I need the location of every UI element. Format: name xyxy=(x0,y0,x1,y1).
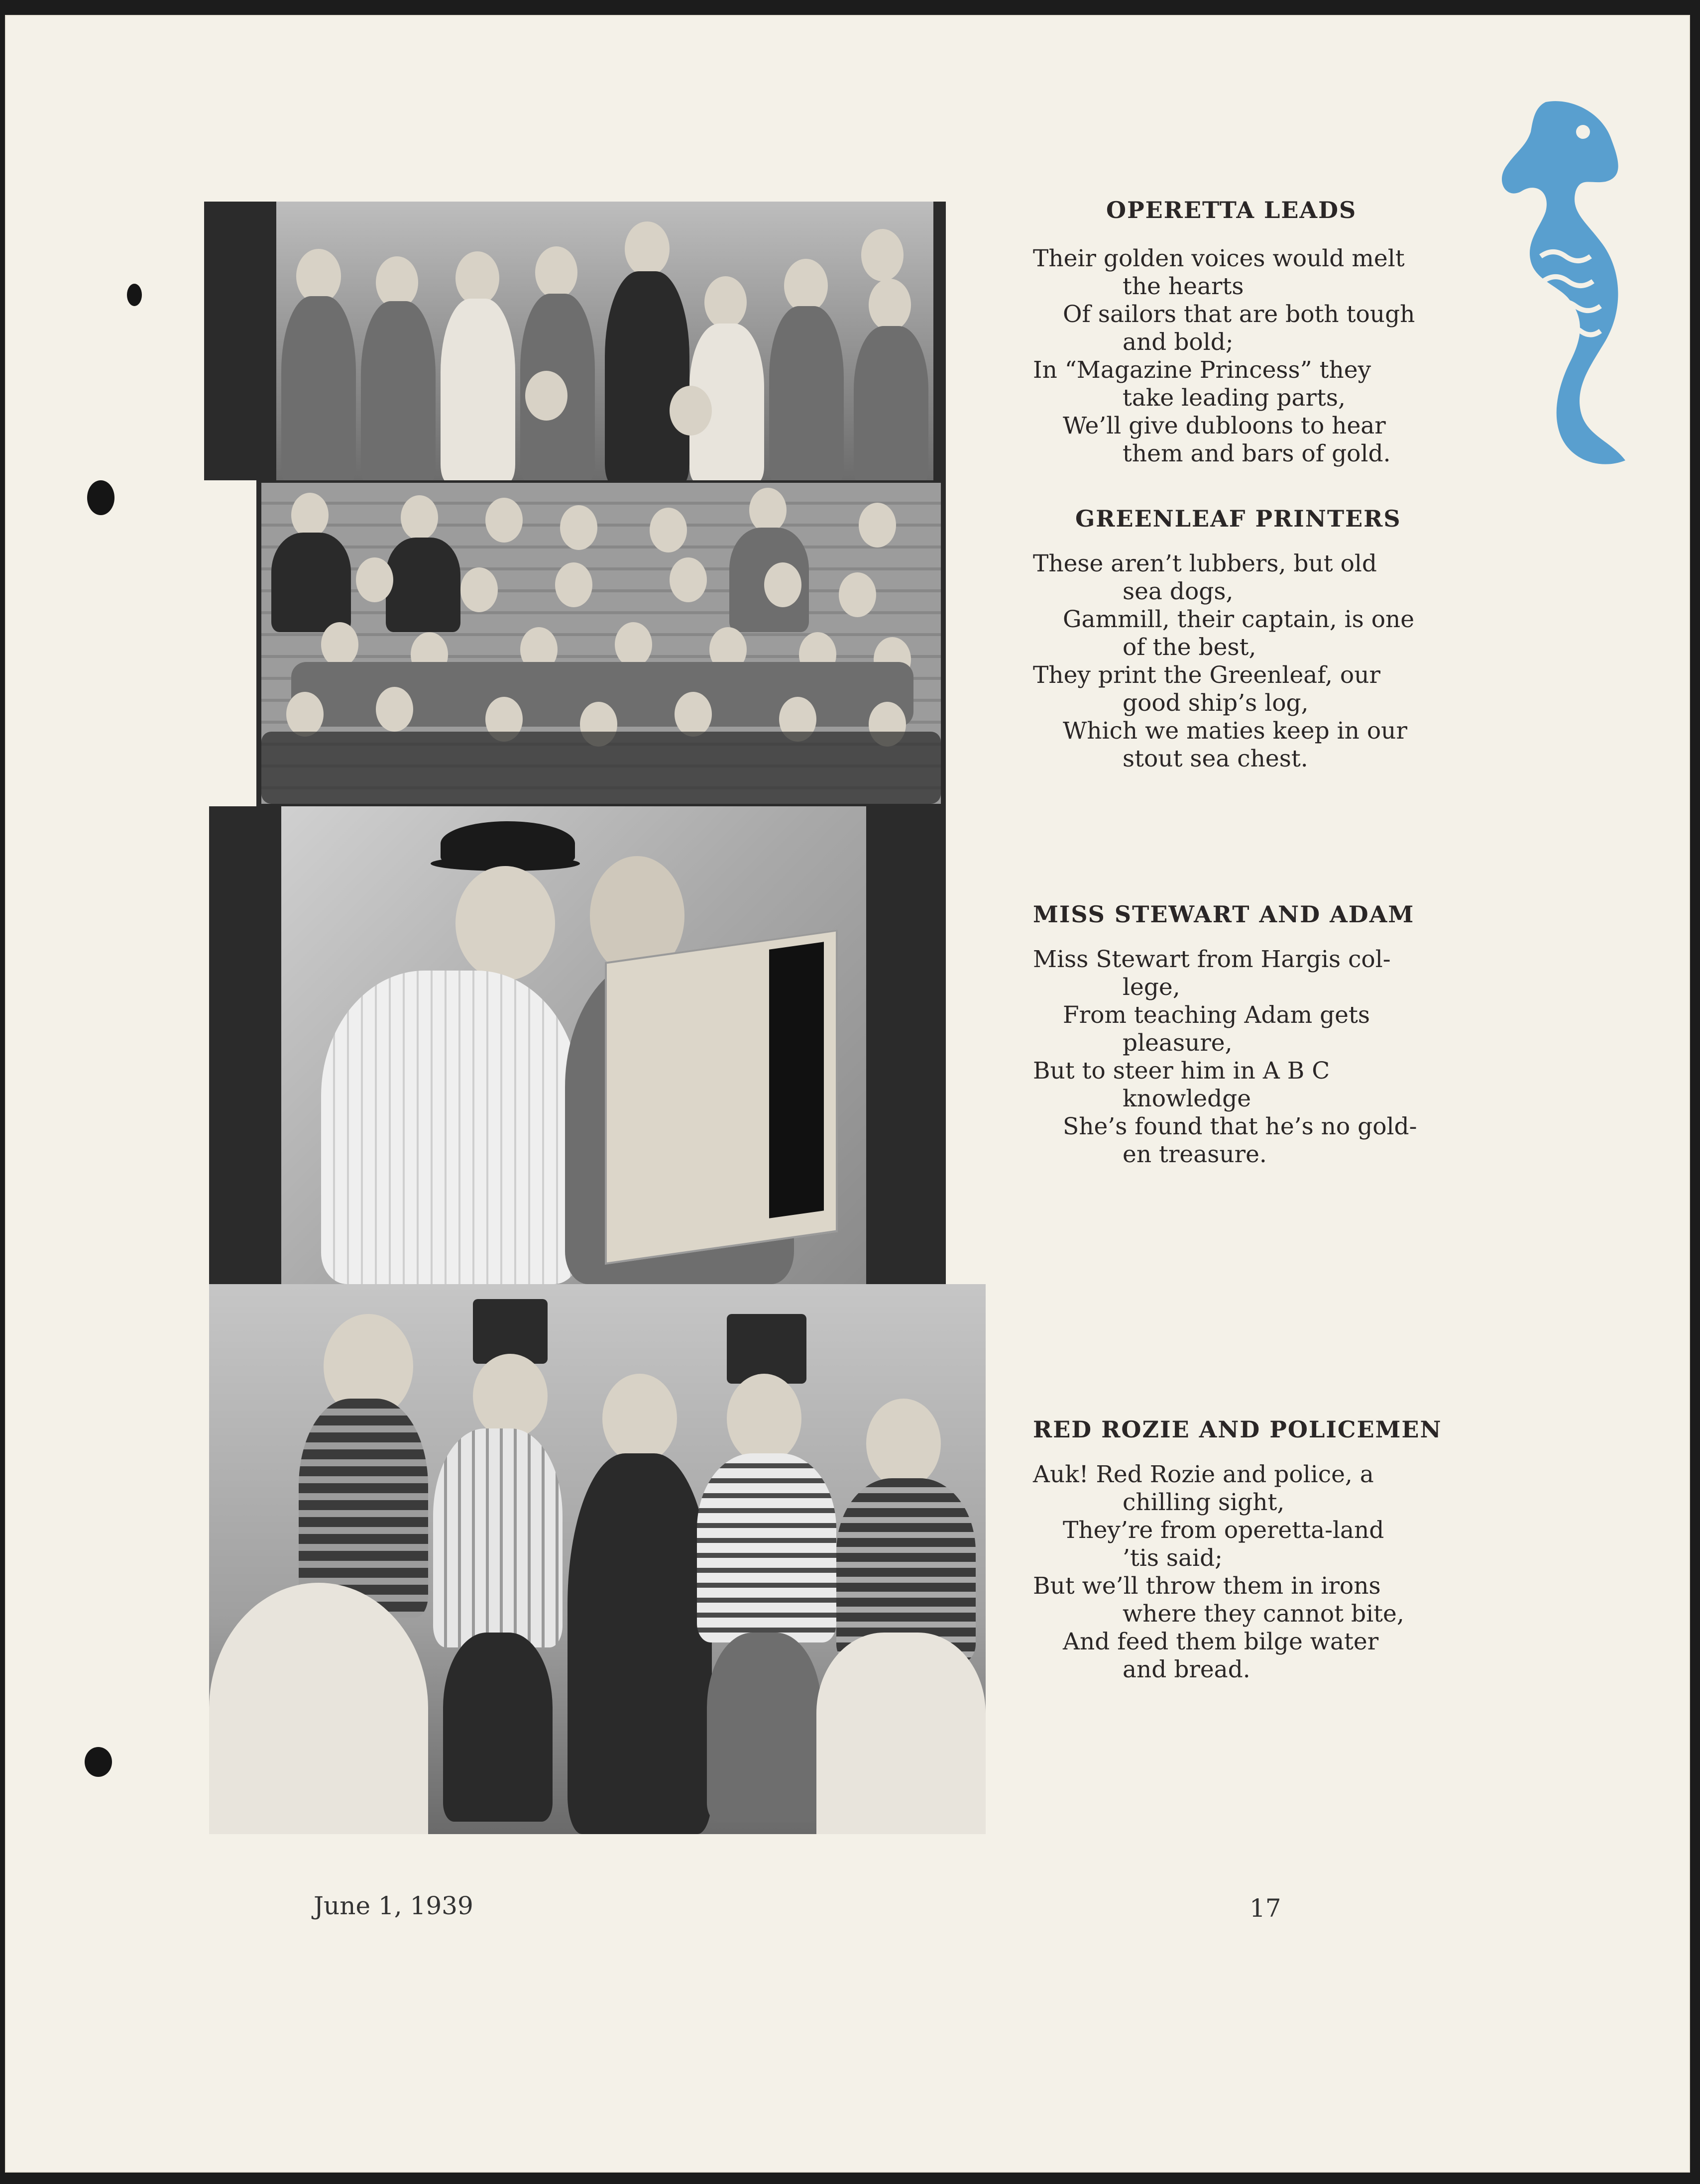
photo-miss-stewart-and-adam-image xyxy=(281,806,866,1284)
verse-line: And feed them bilge water xyxy=(1063,1628,1379,1655)
verse-greenleaf-printers xyxy=(1033,550,1414,773)
photo-operetta-leads xyxy=(204,202,946,480)
heading-red-rozie-and-policemen: RED ROZIE AND POLICEMEN xyxy=(1033,1416,1442,1443)
verse-line: take leading parts, xyxy=(1123,384,1346,412)
verse-line: We’ll give dubloons to hear xyxy=(1063,412,1386,439)
verse-line: Which we maties keep in our xyxy=(1063,717,1407,745)
verse-line: But to steer him in A B C xyxy=(1033,1057,1330,1085)
binder-mark xyxy=(127,284,142,306)
photo-greenleaf-printers xyxy=(256,480,946,806)
verse-line: They’re from operetta-land xyxy=(1063,1517,1384,1544)
photo-red-rozie-and-policemen xyxy=(209,1284,986,1834)
photo-greenleaf-printers-image xyxy=(261,483,941,804)
verse-red-rozie-and-policemen xyxy=(1033,1461,1404,1684)
verse-line: knowledge xyxy=(1123,1085,1251,1112)
verse-line: She’s found that he’s no gold- xyxy=(1063,1113,1417,1140)
photo-operetta-leads-image xyxy=(276,202,933,480)
verse-line: Auk! Red Rozie and police, a xyxy=(1033,1461,1374,1488)
verse-line: Of sailors that are both tough xyxy=(1063,301,1415,328)
verse-line: where they cannot bite, xyxy=(1123,1600,1404,1628)
seahorse-icon xyxy=(1486,92,1635,480)
page-number: 17 xyxy=(1249,1894,1281,1923)
verse-line: of the best, xyxy=(1123,634,1256,661)
footer-date: June 1, 1939 xyxy=(314,1891,473,1920)
verse-line: and bread. xyxy=(1123,1656,1250,1683)
verse-line: ’tis said; xyxy=(1123,1544,1223,1572)
heading-miss-stewart-and-adam: MISS STEWART AND ADAM xyxy=(1033,901,1415,928)
verse-operetta-leads xyxy=(1033,245,1415,468)
verse-line: the hearts xyxy=(1123,273,1244,300)
verse-line: en treasure. xyxy=(1123,1141,1267,1168)
verse-line: chilling sight, xyxy=(1123,1489,1285,1516)
verse-line: Their golden voices would melt xyxy=(1033,245,1405,272)
verse-line: Miss Stewart from Hargis col- xyxy=(1033,946,1391,973)
heading-operetta-leads: OPERETTA LEADS xyxy=(1106,197,1357,223)
verse-line: sea dogs, xyxy=(1123,578,1234,605)
verse-miss-stewart-and-adam xyxy=(1033,946,1417,1169)
binder-mark xyxy=(87,480,114,515)
verse-line: But we’ll throw them in irons xyxy=(1033,1572,1381,1600)
verse-line: Gammill, their captain, is one xyxy=(1063,606,1415,633)
binder-mark xyxy=(85,1747,112,1777)
verse-line: them and bars of gold. xyxy=(1123,440,1391,467)
verse-line: lege, xyxy=(1123,974,1180,1001)
heading-greenleaf-printers: GREENLEAF PRINTERS xyxy=(1075,505,1401,532)
verse-line: They print the Greenleaf, our xyxy=(1033,661,1380,689)
verse-line: These aren’t lubbers, but old xyxy=(1033,550,1377,577)
verse-line: stout sea chest. xyxy=(1123,745,1308,772)
verse-line: pleasure, xyxy=(1123,1029,1233,1057)
photo-miss-stewart-and-adam xyxy=(209,806,946,1284)
verse-line: In “Magazine Princess” they xyxy=(1033,356,1371,384)
page xyxy=(5,15,1690,2173)
verse-line: good ship’s log, xyxy=(1123,689,1309,717)
caption-column xyxy=(1033,15,1456,1807)
verse-line: From teaching Adam gets xyxy=(1063,1001,1370,1029)
verse-line: and bold; xyxy=(1123,328,1234,356)
